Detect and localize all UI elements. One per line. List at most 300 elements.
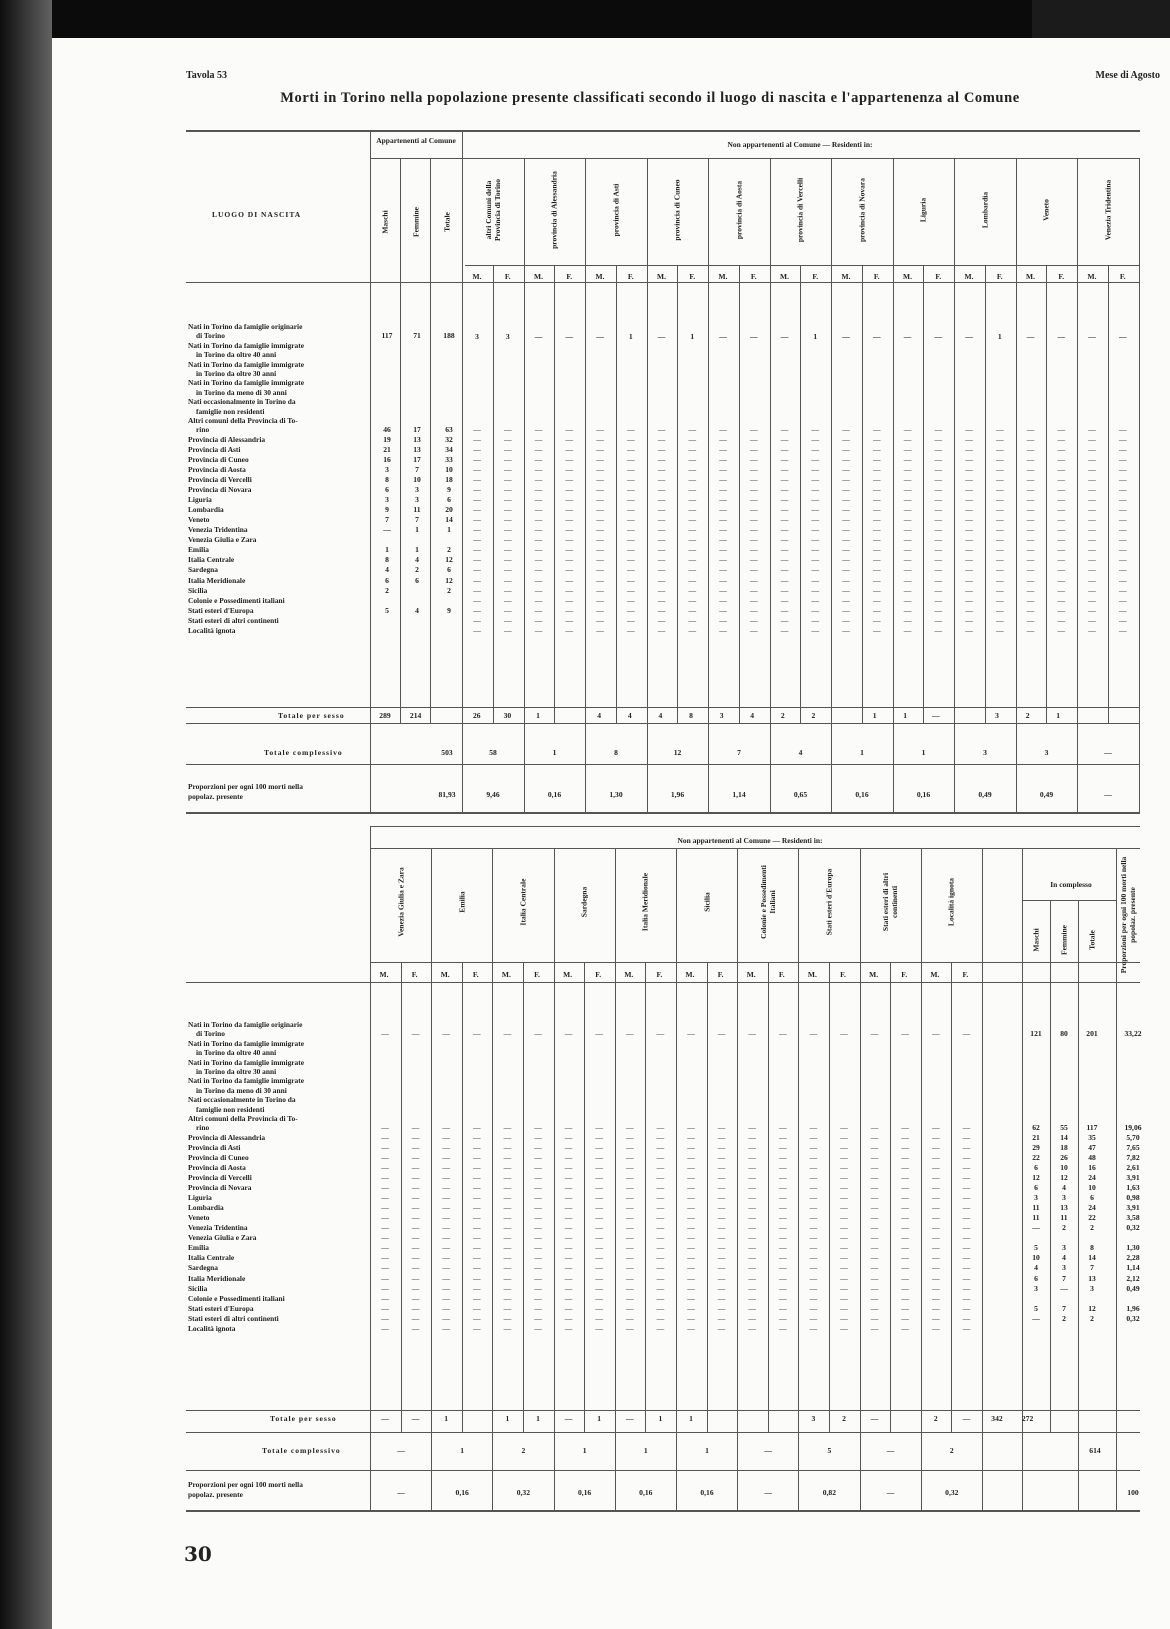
empty-cell-dash: — [503,1132,512,1142]
sex-header-f-2: F. [901,970,908,979]
grid-vline [954,158,955,812]
app-value-cell: 3 [415,495,419,505]
empty-cell-dash: — [564,1173,573,1182]
residence-column-header-2: Emilia [457,891,467,913]
empty-cell-dash: — [473,444,481,454]
row-label: Italia Centrale [188,1253,235,1263]
empty-cell-dash: — [626,1123,634,1133]
empty-cell-dash: — [779,1152,787,1162]
empty-cell-dash: — [626,1223,634,1233]
empty-cell-dash: — [1026,585,1035,595]
sex-header-f: F. [566,272,573,281]
totale-per-sesso-cell-2: 3 [811,1414,816,1423]
row-label: Stati esteri d'Europa [188,1303,254,1313]
complesso-value-cell: 80 [1060,1029,1068,1039]
empty-cell-dash: — [809,1273,818,1283]
empty-cell-dash: — [809,1142,818,1152]
empty-cell-dash: — [687,1132,695,1142]
row-label: Venezia Giulia e Zara [188,1233,257,1243]
empty-cell-dash: — [687,1253,695,1263]
empty-cell-dash: — [688,625,697,635]
empty-cell-dash: — [1057,454,1066,464]
sex-header-m: M. [841,272,851,281]
empty-cell-dash: — [503,1293,512,1303]
app-column-header: Totale [442,212,452,232]
grid-hline [186,1410,1140,1411]
grid-vline [1116,848,1117,1510]
row-label: Località ignota [188,625,236,635]
empty-cell-dash: — [534,425,543,435]
residence-column-header: altri Comuni della Provincia di Torino [483,179,502,241]
empty-cell-dash: — [473,1273,481,1283]
empty-cell-dash: — [503,1183,512,1193]
empty-cell-dash: — [995,605,1004,615]
sex-header-f: F. [627,272,634,281]
row-label: Provincia di Alessandria [188,434,266,444]
empty-cell-dash: — [748,1253,756,1263]
complesso-value-cell: 0,32 [1126,1313,1140,1323]
complesso-value-cell: 121 [1030,1029,1042,1039]
empty-cell-dash: — [442,1152,450,1162]
grid-vline [492,848,493,1510]
row-label: Colonie e Possedimenti italiani [188,595,285,605]
empty-cell-dash: — [688,475,697,484]
grid-vline [1108,265,1109,723]
residence-value-cell: — [749,332,758,341]
complesso-value-cell: 10 [1060,1162,1068,1172]
empty-cell-dash: — [1088,485,1096,495]
empty-cell-dash: — [442,1233,450,1243]
residence-column-header-2: Italia Centrale [518,878,528,926]
row-label: Liguria [188,495,212,505]
complesso-value-cell: 2,12 [1126,1273,1140,1283]
empty-cell-dash: — [901,1213,909,1223]
totale-complessivo-cell: 1 [921,748,926,757]
row-label: Nati in Torino da famiglie immigrate [188,1076,304,1086]
empty-cell-dash: — [780,615,789,625]
empty-cell-dash: — [688,525,697,535]
residence-column-header-2: Località ignota [946,877,956,927]
empty-cell-dash: — [995,565,1004,575]
empty-cell-dash: — [870,1303,879,1313]
empty-cell-dash: — [473,485,481,495]
empty-cell-dash: — [717,1152,726,1162]
empty-cell-dash: — [932,1253,940,1263]
row-label: Emilia [188,1243,209,1253]
empty-cell-dash: — [962,1223,971,1233]
empty-cell-dash: — [995,545,1004,555]
empty-cell-dash: — [534,434,543,444]
complesso-value-cell: 5,70 [1126,1132,1140,1142]
complesso-value-cell: 7,82 [1126,1152,1140,1162]
residence-value-cell: — [934,332,943,341]
sex-header-m-2: M. [379,970,389,979]
empty-cell-dash: — [687,1173,695,1182]
totale-per-sesso-cell-2: 272 [1021,1414,1034,1423]
sex-header-m: M. [657,272,666,281]
app-value-cell: 8 [385,475,389,484]
empty-cell-dash: — [564,1233,573,1243]
empty-cell-dash: — [872,434,881,444]
empty-cell-dash: — [965,464,973,474]
empty-cell-dash: — [719,585,727,595]
empty-cell-dash: — [995,464,1004,474]
residence-value-cell: — [780,332,789,341]
empty-cell-dash: — [842,625,850,635]
empty-cell-dash: — [442,1243,450,1253]
totale-per-sesso-cell: 4 [658,711,663,720]
empty-cell-dash: — [687,1142,695,1152]
empty-cell-dash: — [503,1253,512,1263]
empty-cell-dash: — [626,1243,634,1253]
complesso-value-cell: 6 [1090,1193,1094,1203]
empty-cell-dash: — [687,1213,695,1223]
empty-cell-dash: — [995,454,1004,464]
empty-cell-dash: — [657,525,666,535]
empty-cell-dash: — [473,1162,481,1172]
grid-vline [890,962,891,1432]
empty-cell-dash: — [1057,545,1066,555]
empty-cell-dash: — [1057,615,1066,625]
empty-cell-dash: — [565,454,574,464]
grid-vline [860,848,861,1510]
totale-per-sesso-cell-2: — [626,1414,634,1423]
empty-cell-dash: — [811,434,820,444]
empty-cell-dash: — [657,595,666,605]
empty-cell-dash: — [381,1253,389,1263]
empty-cell-dash: — [626,515,635,525]
complesso-value-cell: 18 [1060,1142,1068,1152]
proporzioni-cell: 0,16 [855,790,869,799]
empty-cell-dash: — [596,515,604,525]
empty-cell-dash: — [596,615,604,625]
totale-per-sesso-cell: 4 [597,711,602,720]
totale-per-sesso-cell-2: 2 [933,1414,938,1423]
empty-cell-dash: — [932,1323,940,1333]
empty-cell-dash: — [626,444,635,454]
empty-cell-dash: — [626,475,635,484]
sex-header-m: M. [1026,272,1035,281]
residence-column-header-2: Sardegna [579,886,589,918]
empty-cell-dash: — [626,1193,634,1203]
empty-cell-dash: — [503,1263,512,1273]
empty-cell-dash: — [381,1193,389,1203]
empty-cell-dash: — [657,485,666,495]
empty-cell-dash: — [1118,595,1127,605]
empty-cell-dash: — [995,515,1004,525]
empty-cell-dash: — [473,595,481,605]
totale-per-sesso-cell-2: 1 [505,1414,510,1423]
empty-cell-dash: — [1026,464,1035,474]
empty-cell-dash: — [719,515,727,525]
complesso-value-cell: 12 [1060,1173,1068,1182]
group-header-in-complesso: In complesso [1050,880,1092,889]
empty-cell-dash: — [903,454,912,464]
empty-cell-dash: — [962,1193,971,1203]
empty-cell-dash: — [687,1203,695,1213]
empty-cell-dash: — [473,1193,481,1203]
empty-cell-dash: — [626,535,635,545]
empty-cell-dash: — [872,454,881,464]
empty-cell-dash: — [564,1223,573,1233]
empty-cell-dash: — [534,1152,542,1162]
app-value-cell: 1 [415,525,419,535]
sex-header-f-2: F. [656,970,663,979]
empty-cell-dash: — [503,444,512,454]
empty-cell-dash: — [503,535,512,545]
sex-header-f-2: F. [472,970,479,979]
empty-cell-dash: — [411,1323,420,1333]
grid-vline [493,265,494,723]
complesso-value-cell: — [1032,1313,1040,1323]
empty-cell-dash: — [749,475,758,484]
empty-cell-dash: — [596,425,604,435]
complesso-value-cell: 29 [1032,1142,1040,1152]
proporzioni-cell-2: 0,16 [577,1488,592,1497]
empty-cell-dash: — [809,1223,818,1233]
empty-cell-dash: — [626,454,635,464]
empty-cell-dash: — [995,525,1004,535]
app-value-cell: 188 [443,331,455,341]
empty-cell-dash: — [719,605,727,615]
empty-cell-dash: — [901,1193,909,1203]
empty-cell-dash: — [748,1132,756,1142]
app-value-cell: 1 [385,545,389,555]
empty-cell-dash: — [657,535,666,545]
empty-cell-dash: — [748,1233,756,1243]
empty-cell-dash: — [565,595,574,605]
app-value-cell: 4 [415,555,419,565]
empty-cell-dash: — [595,1162,603,1172]
empty-cell-dash: — [811,485,820,495]
empty-cell-dash: — [1088,444,1096,454]
empty-cell-dash: — [503,1123,512,1133]
empty-cell-dash: — [719,444,727,454]
empty-cell-dash: — [381,1213,389,1223]
empty-cell-dash: — [809,1323,818,1333]
row-label: in Torino da meno di 30 anni [196,1085,287,1095]
empty-cell-dash: — [934,505,943,515]
empty-cell-dash: — [442,1142,450,1152]
residence-column-header: provincia di Asti [611,183,621,237]
totale-per-sesso-cell: 30 [503,711,512,720]
empty-cell-dash: — [473,615,481,625]
empty-cell-dash: — [534,1263,542,1273]
grid-hline [186,812,1140,814]
empty-cell-dash: — [749,515,758,525]
row-label: Venezia Tridentina [188,1223,248,1233]
app-value-cell: 19 [383,434,391,444]
proporzioni-cell: 1,30 [609,790,623,799]
empty-cell-dash: — [962,1213,971,1223]
empty-cell-dash: — [564,1152,573,1162]
empty-cell-dash: — [657,605,666,615]
empty-cell-dash: — [688,595,697,605]
row-label: Veneto [188,1213,210,1223]
empty-cell-dash: — [870,1293,879,1303]
empty-cell-dash: — [780,545,789,555]
empty-cell-dash: — [565,515,574,525]
empty-cell-dash: — [870,1162,879,1172]
sex-header-m-2: M. [563,970,573,979]
empty-cell-dash: — [1088,545,1096,555]
empty-cell-dash: — [595,1152,603,1162]
grid-vline [982,848,983,1510]
empty-cell-dash: — [965,565,973,575]
empty-cell-dash: — [1118,425,1127,435]
empty-cell-dash: — [503,495,512,505]
empty-cell-dash: — [719,535,727,545]
complesso-value-cell: 4 [1062,1183,1066,1193]
page-number: 30 [184,1542,212,1566]
empty-cell-dash: — [381,1293,389,1303]
empty-cell-dash: — [903,444,912,454]
row-label: Nati in Torino da famiglie immigrate [188,359,304,369]
empty-cell-dash: — [565,585,574,595]
empty-cell-dash: — [688,615,697,625]
complesso-value-cell: 19,06 [1124,1123,1142,1133]
app-value-cell: 6 [385,485,389,495]
empty-cell-dash: — [687,1223,695,1233]
empty-cell-dash: — [596,464,604,474]
proporzioni-cell: 1,14 [732,790,746,799]
grid-vline [400,158,401,723]
grid-vline [829,962,830,1432]
empty-cell-dash: — [656,1233,665,1243]
complesso-value-cell: 33,22 [1124,1029,1142,1039]
complesso-value-cell: 10 [1088,1183,1096,1193]
row-label: Stati esteri di altri continenti [188,1313,279,1323]
grid-vline [798,848,799,1510]
empty-cell-dash: — [534,1323,542,1333]
empty-cell-dash: — [932,1162,940,1172]
empty-cell-dash: — [901,1273,909,1283]
empty-cell-dash: — [687,1323,695,1333]
empty-cell-dash: — [840,1193,848,1203]
empty-cell-dash: — [687,1123,695,1133]
empty-cell-dash: — [932,1173,940,1182]
empty-cell-dash: — [596,444,604,454]
empty-cell-dash: — [903,515,912,525]
empty-cell-dash: — [688,535,697,545]
empty-cell-dash: — [901,1123,909,1133]
empty-cell-dash: — [779,1233,787,1243]
empty-cell-dash: — [809,1203,818,1213]
empty-cell-dash: — [564,1313,573,1323]
row-label: Nati in Torino da famiglie immigrate [188,1038,304,1048]
empty-cell-dash: — [811,495,820,505]
grid-vline [831,158,832,812]
complesso-value-cell: 3 [1034,1193,1038,1203]
empty-cell-dash: — [1026,515,1035,525]
app-value-cell: 2 [447,545,451,555]
grid-hline [370,158,1140,159]
empty-cell-dash: — [779,1313,787,1323]
empty-cell-dash: — [965,485,973,495]
sex-header-m: M. [903,272,912,281]
empty-cell-dash: — [656,1162,665,1172]
empty-cell-dash: — [749,605,758,615]
empty-cell-dash: — [595,1123,603,1133]
complesso-value-cell: 2,61 [1126,1162,1140,1172]
empty-cell-dash: — [657,505,666,515]
row-label: in Torino da oltre 40 anni [196,350,277,360]
empty-cell-dash: — [965,555,973,565]
empty-cell-dash: — [965,535,973,545]
complesso-value-cell: 22 [1088,1213,1096,1223]
complesso-value-cell: 11 [1060,1213,1068,1223]
empty-cell-dash: — [1118,454,1127,464]
empty-cell-dash: — [717,1303,726,1313]
empty-cell-dash: — [595,1213,603,1223]
empty-cell-dash: — [564,1213,573,1223]
empty-cell-dash: — [719,545,727,555]
empty-cell-dash: — [779,1173,787,1182]
residence-column-header-2: Venezia Giulia e Zara [396,867,406,937]
empty-cell-dash: — [656,1283,665,1293]
empty-cell-dash: — [872,425,881,435]
empty-cell-dash: — [934,545,943,555]
empty-cell-dash: — [442,1203,450,1213]
empty-cell-dash: — [564,1162,573,1172]
empty-cell-dash: — [473,1283,481,1293]
complesso-column-header: Femmine [1059,925,1069,955]
row-label: Sicilia [188,1283,208,1293]
empty-cell-dash: — [534,1293,542,1303]
empty-cell-dash: — [934,475,943,484]
empty-cell-dash: — [1057,495,1066,505]
empty-cell-dash: — [656,1142,665,1152]
empty-cell-dash: — [656,1173,665,1182]
row-label: Emilia [188,545,209,555]
empty-cell-dash: — [932,1263,940,1273]
empty-cell-dash: — [626,1253,634,1263]
empty-cell-dash: — [596,625,604,635]
empty-cell-dash: — [411,1142,420,1152]
empty-cell-dash: — [656,1243,665,1253]
empty-cell-dash: — [840,1132,848,1142]
empty-cell-dash: — [1118,625,1127,635]
totale-complessivo-cell-2: 1 [643,1446,648,1455]
empty-cell-dash: — [872,565,881,575]
residence-value-cell: — [534,332,543,341]
empty-cell-dash: — [503,1029,512,1039]
empty-cell-dash: — [656,1132,665,1142]
empty-cell-dash: — [687,1313,695,1323]
empty-cell-dash: — [564,1203,573,1213]
empty-cell-dash: — [748,1029,756,1039]
empty-cell-dash: — [932,1273,940,1283]
empty-cell-dash: — [965,545,973,555]
empty-cell-dash: — [870,1173,879,1182]
empty-cell-dash: — [748,1293,756,1303]
complesso-value-cell: 16 [1088,1162,1096,1172]
empty-cell-dash: — [473,1263,481,1273]
complesso-value-cell: 7,65 [1126,1142,1140,1152]
empty-cell-dash: — [564,1263,573,1273]
empty-cell-dash: — [965,525,973,535]
totale-per-sesso-cell-2: 2 [842,1414,846,1423]
totale-complessivo-cell: 1 [552,748,557,757]
empty-cell-dash: — [473,464,481,474]
empty-cell-dash: — [903,545,912,555]
empty-cell-dash: — [381,1283,389,1293]
empty-cell-dash: — [962,1263,971,1273]
residence-column-header: Liguria [918,197,928,223]
empty-cell-dash: — [657,625,666,635]
empty-cell-dash: — [687,1162,695,1172]
empty-cell-dash: — [442,1173,450,1182]
